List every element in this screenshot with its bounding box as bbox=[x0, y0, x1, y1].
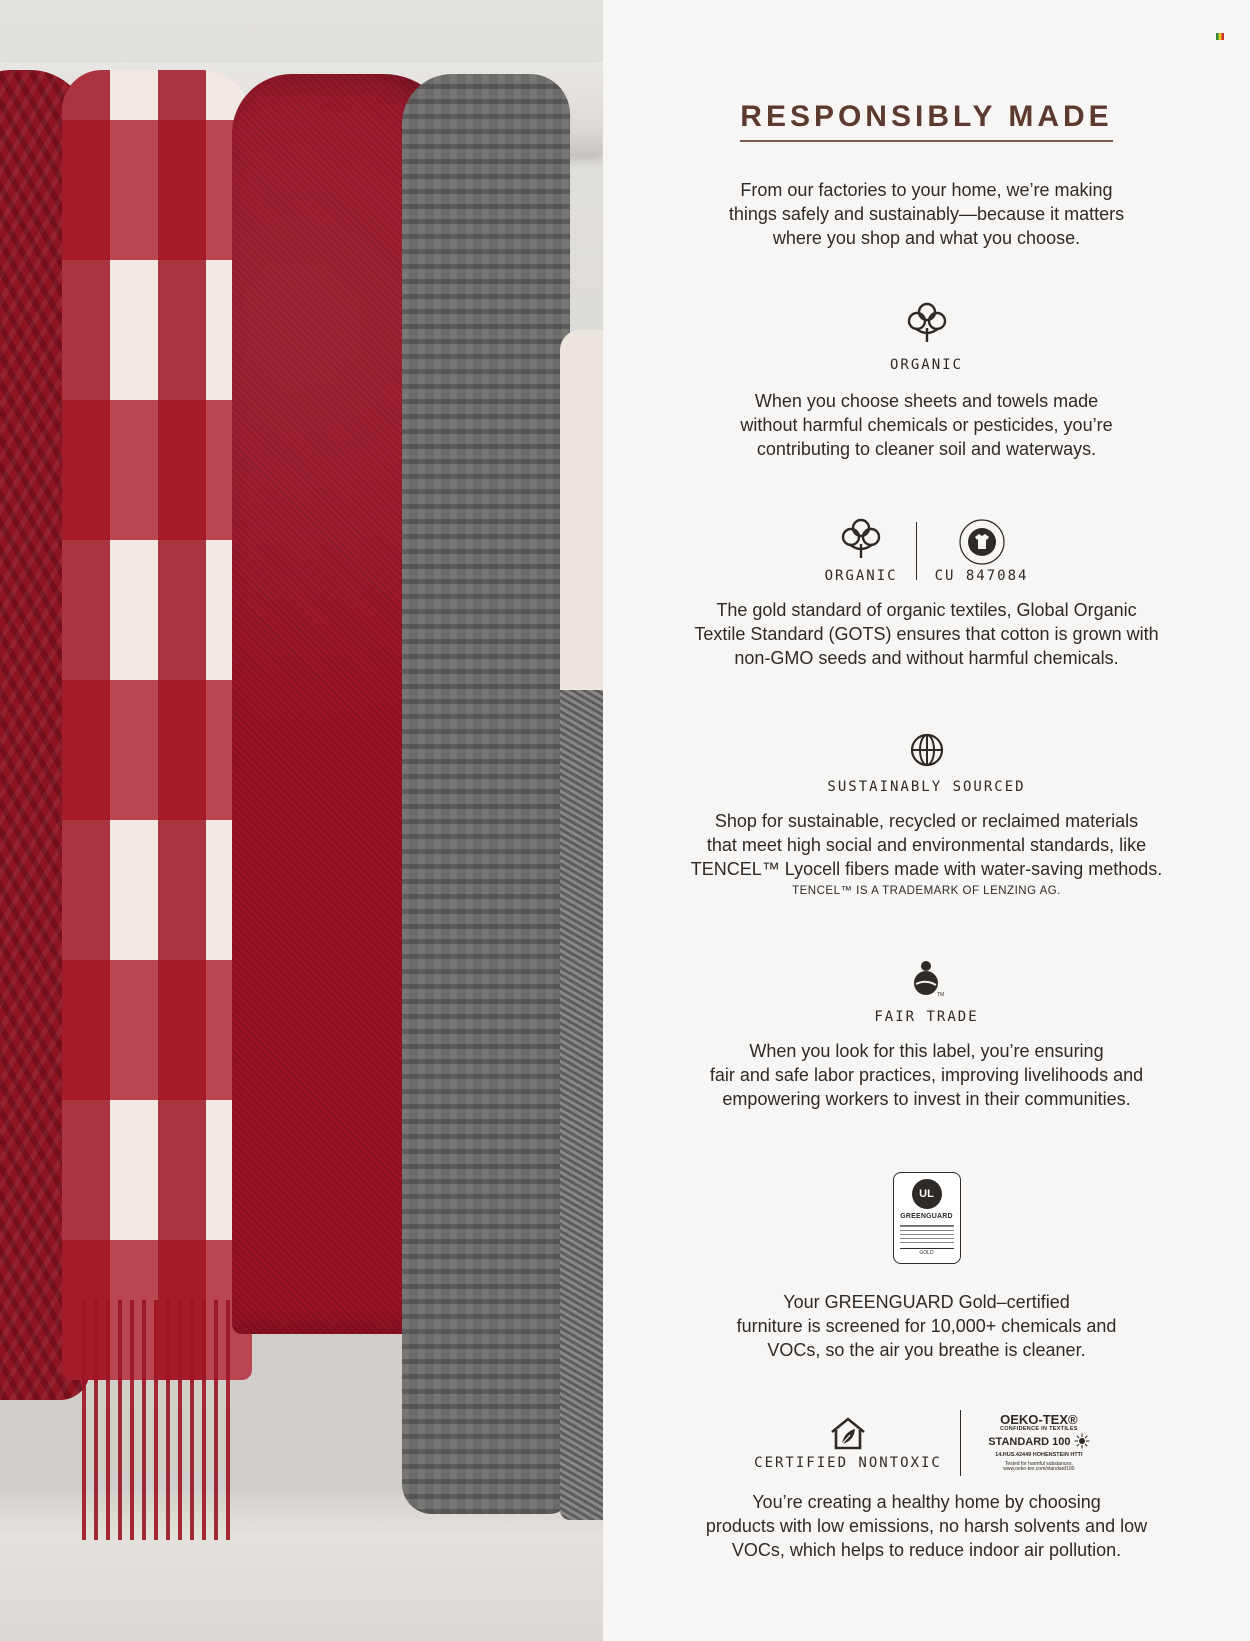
fairtrade-line-3: empowering workers to invest in their communities. bbox=[722, 1089, 1131, 1109]
sustainable-label: SUSTAINABLY SOURCED bbox=[827, 779, 1026, 795]
fairtrade-line-1: When you look for this label, you’re ensuring bbox=[749, 1041, 1104, 1061]
page-title: RESPONSIBLY MADE bbox=[740, 100, 1112, 142]
sustainable-line-1: Shop for sustainable, recycled or reclaimed materials bbox=[714, 811, 1139, 831]
fair-trade-icon bbox=[910, 960, 944, 998]
greenguard-badge-icon bbox=[893, 1172, 961, 1264]
gots-cert-col bbox=[935, 518, 1029, 584]
fairtrade-line-2: fair and safe labor practices, improving livelihoods and bbox=[709, 1065, 1144, 1085]
greenguard-line-2: furniture is screened for 10,000+ chemicals and bbox=[736, 1316, 1117, 1336]
gots-line-1: The gold standard of organic textiles, Global Organic bbox=[716, 600, 1137, 620]
oeko-code: 14.HUS.42449 HOHENSTEIN HTTI bbox=[995, 1452, 1083, 1459]
content-column bbox=[603, 0, 1250, 1641]
nontoxic-label: CERTIFIED NONTOXIC bbox=[754, 1455, 942, 1471]
section-fairtrade bbox=[603, 960, 1250, 1111]
svg-text:TM: TM bbox=[936, 992, 944, 998]
oeko-standard: STANDARD 100 bbox=[988, 1436, 1071, 1449]
fairtrade-label: FAIR TRADE bbox=[874, 1009, 979, 1025]
greenguard-badge-title: GREENGUARD bbox=[900, 1213, 953, 1220]
organic-line-2: without harmful chemicals or pesticides, you’re bbox=[740, 415, 1113, 435]
organic-line-3: contributing to cleaner soil and waterways. bbox=[756, 439, 1097, 459]
nontoxic-line-2: products with low emissions, no harsh solvents and low bbox=[705, 1516, 1148, 1536]
section-nontoxic bbox=[603, 1410, 1250, 1562]
gots-shirt-icon bbox=[958, 518, 1006, 566]
oeko-url: www.oeko-tex.com/standard100 bbox=[1003, 1466, 1075, 1473]
nontoxic-divider bbox=[960, 1410, 961, 1476]
oeko-tagline: CONFIDENCE IN TEXTILES bbox=[999, 1425, 1078, 1432]
oeko-sun-icon bbox=[1074, 1433, 1090, 1454]
cream-throw bbox=[560, 330, 603, 690]
intro-line-2: things safely and sustainably—because it matters bbox=[728, 204, 1125, 224]
greenguard-badge-fineprint bbox=[900, 1225, 954, 1246]
ul-logo: UL bbox=[912, 1179, 942, 1209]
sustainable-line-2: that meet high social and environmental standards, like bbox=[706, 835, 1147, 855]
oeko-tex-badge bbox=[979, 1413, 1099, 1472]
plaid-fringe bbox=[82, 1300, 232, 1540]
section-gots bbox=[603, 518, 1250, 670]
organic-line-1: When you choose sheets and towels made bbox=[754, 391, 1099, 411]
gots-organic-col bbox=[825, 518, 898, 584]
cotton-icon bbox=[841, 518, 881, 560]
oeko-title: OEKO-TEX® bbox=[1000, 1412, 1078, 1428]
gots-organic-label: ORGANIC bbox=[824, 568, 898, 584]
globe-icon bbox=[909, 732, 945, 768]
page-heading bbox=[603, 100, 1250, 142]
gots-line-3: non-GMO seeds and without harmful chemicals. bbox=[734, 648, 1119, 668]
house-leaf-icon bbox=[828, 1415, 868, 1451]
nontoxic-line-3: VOCs, which helps to reduce indoor air pollution. bbox=[731, 1540, 1122, 1560]
greenguard-badge-gold: GOLD bbox=[900, 1248, 954, 1257]
nontoxic-col bbox=[754, 1415, 942, 1471]
corner-mark bbox=[1216, 33, 1224, 40]
nontoxic-line-1: You’re creating a healthy home by choosing bbox=[752, 1492, 1101, 1512]
grey-knit-throw bbox=[402, 74, 570, 1514]
section-organic bbox=[603, 302, 1250, 461]
intro-line-3: where you shop and what you choose. bbox=[772, 228, 1081, 248]
cotton-icon bbox=[907, 302, 947, 344]
section-sustainable bbox=[603, 732, 1250, 897]
greenguard-line-3: VOCs, so the air you breathe is cleaner. bbox=[767, 1340, 1086, 1360]
section-greenguard bbox=[603, 1172, 1250, 1362]
sustainable-line-3: TENCEL™ Lyocell fibers made with water-saving methods. bbox=[690, 859, 1163, 879]
oeko-tested: Tested for harmful substances. bbox=[1004, 1461, 1073, 1468]
intro-line-1: From our factories to your home, we’re making bbox=[740, 180, 1113, 200]
organic-label: ORGANIC bbox=[889, 357, 963, 373]
throws-photo bbox=[0, 0, 603, 1641]
greenguard-line-1: Your GREENGUARD Gold–certified bbox=[783, 1292, 1070, 1312]
gots-cert-number: CU 847084 bbox=[934, 568, 1029, 584]
gots-divider bbox=[916, 522, 917, 580]
red-plaid-throw bbox=[62, 70, 252, 1380]
tencel-note: TENCEL™ IS A TRADEMARK OF LENZING AG. bbox=[792, 885, 1061, 897]
intro bbox=[603, 178, 1250, 250]
gots-line-2: Textile Standard (GOTS) ensures that cotton is grown with bbox=[694, 624, 1159, 644]
